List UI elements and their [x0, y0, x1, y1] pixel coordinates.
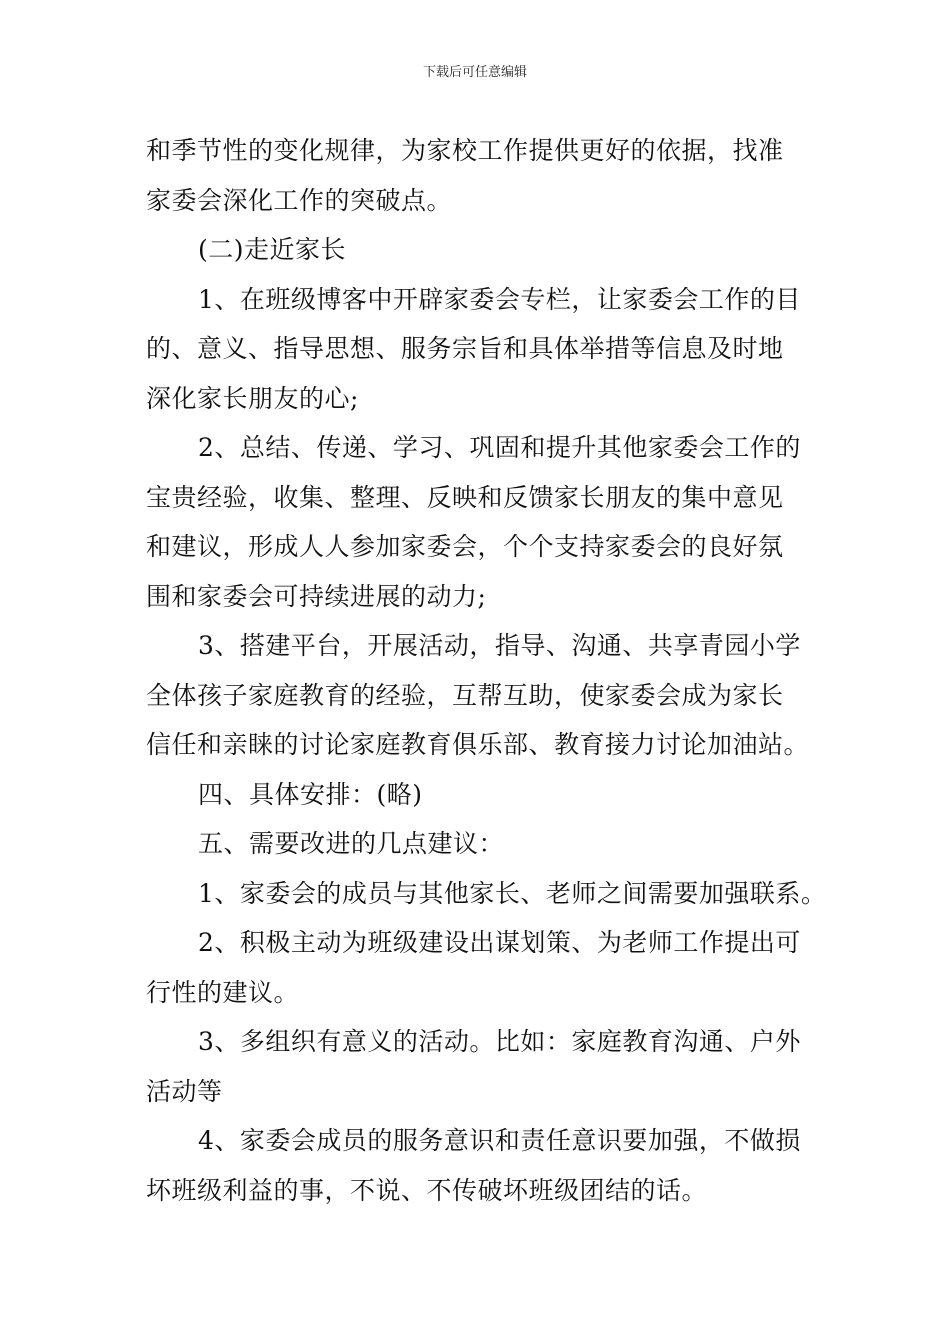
text-line: 2、总结、传递、学习、巩固和提升其他家委会工作的	[198, 433, 801, 462]
text-line: 行性的建议。	[146, 977, 300, 1007]
text-line: 全体孩子家庭教育的经验，互帮互助，使家委会成为家长	[146, 680, 784, 710]
document-body	[146, 126, 826, 1215]
text-line: 2、积极主动为班级建设出谋划策、为老师工作提出可	[198, 928, 801, 957]
text-line: 围和家委会可持续进展的动力;	[146, 581, 487, 611]
text-line: 活动等	[146, 1076, 223, 1106]
text-line: 坏班级利益的事，不说、不传破坏班级团结的话。	[146, 1175, 708, 1205]
text-line: 五、需要改进的几点建议：	[198, 829, 505, 858]
text-line: 3、多组织有意义的活动。比如：家庭教育沟通、户外	[198, 1027, 801, 1056]
text-line: 深化家长朋友的心;	[146, 383, 359, 413]
text-line: 宝贵经验，收集、整理、反映和反馈家长朋友的集中意见	[146, 482, 784, 512]
text-line: 4、家委会成员的服务意识和责任意识要加强，不做损	[198, 1126, 801, 1155]
text-line: 1、在班级博客中开辟家委会专栏，让家委会工作的目	[198, 284, 801, 314]
text-line: (二)走近家长	[198, 235, 347, 264]
text-line: 和季节性的变化规律，为家校工作提供更好的依据，找准	[146, 136, 784, 165]
text-line: 1、家委会的成员与其他家长、老师之间需要加强联系。	[198, 878, 827, 908]
text-line: 3、搭建平台，开展活动，指导、沟通、共享青园小学	[198, 631, 801, 660]
page-header: 下载后可任意编辑	[422, 65, 527, 80]
text-line: 四、具体安排：(略)	[198, 779, 423, 809]
text-line: 的、意义、指导思想、服务宗旨和具体举措等信息及时地	[146, 334, 784, 363]
text-line: 和建议，形成人人参加家委会，个个支持家委会的良好氛	[146, 532, 784, 561]
text-line: 信任和亲睐的讨论家庭教育俱乐部、教育接力讨论加油站。	[146, 730, 810, 759]
text-line: 家委会深化工作的突破点。	[146, 185, 453, 215]
